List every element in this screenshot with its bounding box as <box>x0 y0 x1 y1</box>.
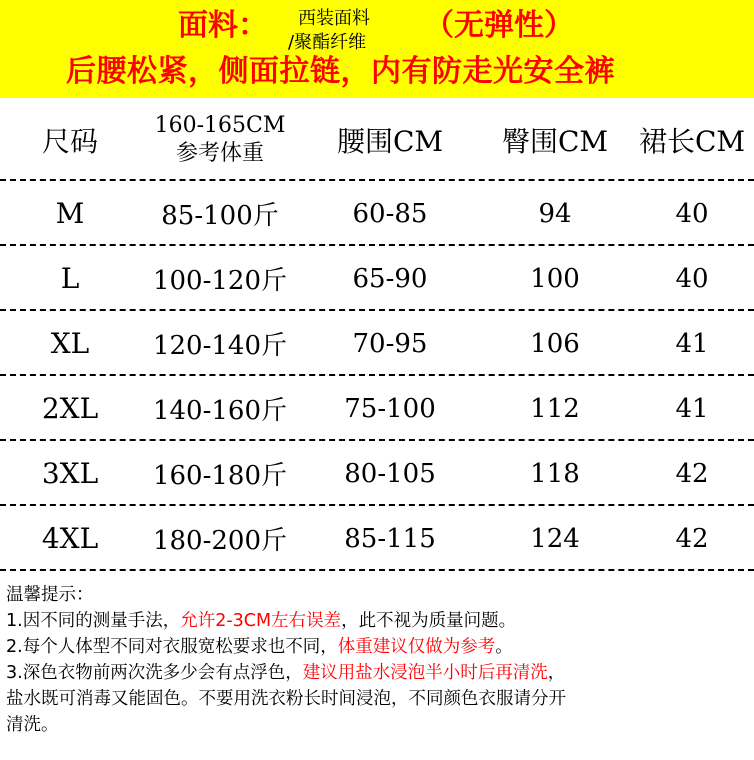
header-waist: 腰围CM <box>336 124 444 158</box>
header-hip: 臀围CM <box>501 124 609 158</box>
note-3-line3: 清洗。 <box>6 715 59 735</box>
note-2-text-b: 。 <box>495 637 513 657</box>
cell-length: 42 <box>675 523 709 554</box>
cell-hip: 100 <box>530 263 580 294</box>
header-weight <box>140 98 300 181</box>
cell-weight: 160-180斤 <box>152 461 288 491</box>
feature-line: 后腰松紧，侧面拉链，内有防走光安全裤 <box>66 54 615 89</box>
fabric-name-line2: /聚酯纤维 <box>288 32 367 53</box>
cell-hip: 112 <box>530 393 580 424</box>
cell-size: XL <box>50 327 90 360</box>
notes-title: 温馨提示： <box>6 585 94 605</box>
cell-hip: 94 <box>538 198 572 229</box>
cell-waist: 70-95 <box>352 328 428 359</box>
cell-length: 41 <box>675 328 709 359</box>
table-row <box>0 441 754 506</box>
note-1-text-b: ，此不视为质量问题。 <box>341 611 517 631</box>
note-1-text-a: 1.因不同的测量手法， <box>6 611 181 631</box>
cell-waist: 85-115 <box>344 523 436 554</box>
cell-weight: 180-200斤 <box>152 526 288 556</box>
size-table <box>0 98 754 571</box>
care-notes <box>6 582 748 738</box>
table-row <box>0 376 754 441</box>
table-row <box>0 181 754 246</box>
cell-length: 40 <box>675 263 709 294</box>
table-row <box>0 506 754 571</box>
cell-waist: 80-105 <box>344 458 436 489</box>
note-2-text-a: 2.每个人体型不同对衣服宽松要求也不同， <box>6 637 338 657</box>
elastic-label: （无弹性） <box>424 8 574 43</box>
cell-size: 4XL <box>41 522 99 555</box>
note-1 <box>6 608 748 634</box>
cell-waist: 75-100 <box>344 393 436 424</box>
table-row <box>0 246 754 311</box>
cell-hip: 124 <box>530 523 580 554</box>
cell-waist: 65-90 <box>352 263 428 294</box>
cell-length: 40 <box>675 198 709 229</box>
cell-size: 3XL <box>41 457 99 490</box>
note-3-line2: 盐水既可消毒又能固色。不要用洗衣粉长时间浸泡，不同颜色衣服请分开 <box>6 689 566 709</box>
table-row <box>0 311 754 376</box>
fabric-label: 面料： <box>178 8 268 43</box>
cell-hip: 106 <box>530 328 580 359</box>
cell-weight: 100-120斤 <box>152 266 288 296</box>
cell-size: 2XL <box>41 392 99 425</box>
cell-size: L <box>60 262 80 295</box>
cell-weight: 85-100斤 <box>161 201 279 231</box>
cell-hip: 118 <box>530 458 580 489</box>
cell-size: M <box>55 197 85 230</box>
note-2-highlight: 体重建议仅做为参考 <box>337 637 496 657</box>
note-3-highlight: 建议用盐水浸泡半小时后再清洗 <box>302 663 548 683</box>
header-weight-line1: 160-165CM <box>154 112 286 138</box>
row-divider <box>0 569 754 571</box>
note-1-highlight: 允许2-3CM左右误差 <box>180 611 342 631</box>
note-3-text-a: 3.深色衣物前两次洗多少会有点浮色， <box>6 663 303 683</box>
cell-length: 42 <box>675 458 709 489</box>
note-2 <box>6 634 748 660</box>
header-weight-line2: 参考体重 <box>175 140 264 166</box>
note-3 <box>6 660 748 686</box>
note-3-text-b: ， <box>547 663 566 683</box>
cell-waist: 60-85 <box>352 198 428 229</box>
table-header-row <box>0 98 754 181</box>
cell-weight: 120-140斤 <box>152 331 288 361</box>
cell-weight: 140-160斤 <box>152 396 288 426</box>
header-size: 尺码 <box>41 124 98 158</box>
header-banner <box>0 0 754 98</box>
fabric-name-line1: 西装面料 <box>298 8 370 29</box>
cell-length: 41 <box>675 393 709 424</box>
header-length: 裙长CM <box>638 124 746 158</box>
